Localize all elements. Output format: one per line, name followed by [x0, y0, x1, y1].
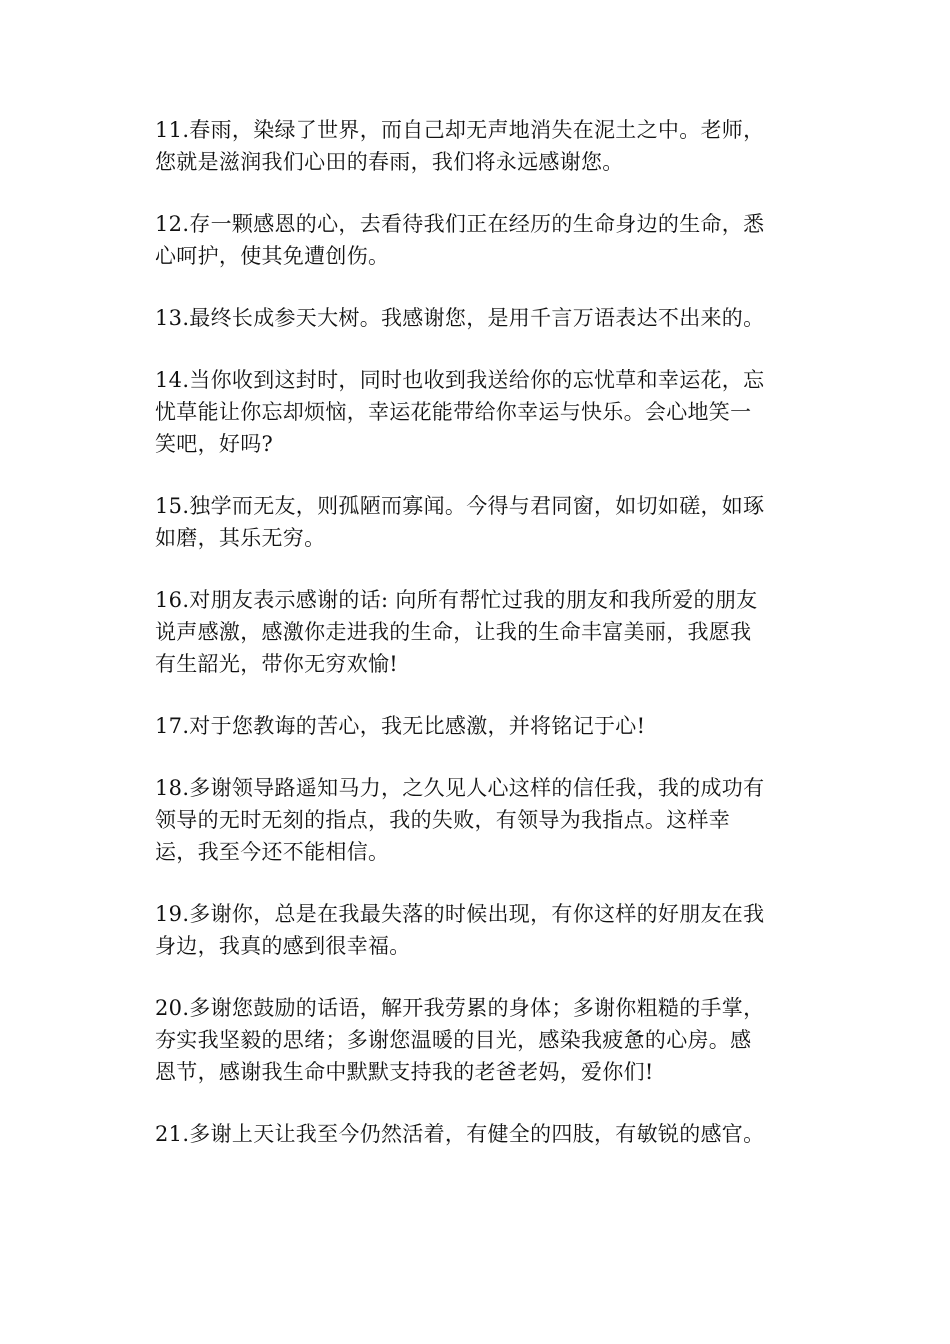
- paragraph-21: 21.多谢上天让我至今仍然活着，有健全的四肢，有敏锐的感官。: [155, 1122, 765, 1146]
- paragraph-20: 20.多谢您鼓励的话语，解开我劳累的身体；多谢你粗糙的手掌， 夯实我坚毅的思绪；多谢您温暖的目光，感染我疲惫的心房。感 恩节，感谢我生命中默默支持我的老爸老妈，爱你们!: [155, 996, 765, 1084]
- paragraph-19: 19.多谢你，总是在我最失落的时候出现，有你这样的好朋友在我 身边，我真的感到很幸福。: [155, 902, 765, 958]
- paragraph-17: 17.对于您教诲的苦心，我无比感激，并将铭记于心!: [155, 714, 646, 738]
- paragraph-12: 12.存一颗感恩的心，去看待我们正在经历的生命身边的生命，悉 心呵护，使其免遭创伤。: [155, 212, 765, 268]
- paragraph-15: 15.独学而无友，则孤陋而寡闻。今得与君同窗，如切如磋，如琢 如磨，其乐无穷。: [155, 494, 765, 550]
- paragraph-13: 13.最终长成参天大树。我感谢您，是用千言万语表达不出来的。: [155, 306, 765, 330]
- document-body: [155, 114, 805, 1180]
- paragraph-18: 18.多谢领导路遥知马力，之久见人心这样的信任我，我的成功有 领导的无时无刻的指点，我的失败，有领导为我指点。这样幸 运，我至今还不能相信。: [155, 776, 765, 864]
- paragraph-14: 14.当你收到这封时，同时也收到我送给你的忘忧草和幸运花，忘 忧草能让你忘却烦恼，幸运花能带给你幸运与快乐。会心地笑一 笑吧，好吗?: [155, 368, 765, 456]
- paragraph-16: 16.对朋友表示感谢的话: 向所有帮忙过我的朋友和我所爱的朋友 说声感激，感激你走进我的生命，让我的生命丰富美丽，我愿我 有生韶光，带你无穷欢愉!: [155, 588, 758, 676]
- paragraph-11: 11.春雨，染绿了世界，而自己却无声地消失在泥土之中。老师， 您就是滋润我们心田的春雨，我们将永远感谢您。: [155, 118, 765, 174]
